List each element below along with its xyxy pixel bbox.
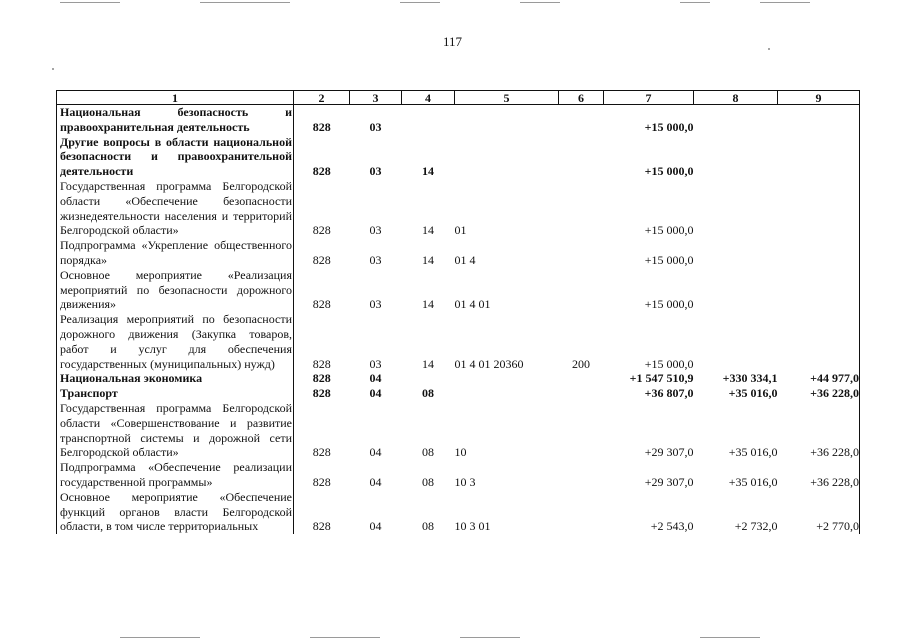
row-name-cell: Транспорт — [57, 386, 294, 401]
column-header: 5 — [455, 91, 559, 105]
cell-subsection: 14 — [422, 356, 434, 371]
scan-artifact — [760, 2, 810, 3]
table-header-row — [57, 91, 860, 105]
cell-code: 828 — [312, 386, 331, 401]
table-row — [57, 460, 860, 490]
cell-expense-type — [559, 371, 604, 386]
cell-expense-type — [559, 490, 604, 534]
scan-artifact — [400, 2, 440, 3]
cell-code: 828 — [312, 119, 331, 134]
cell-amount-col7: +15 000,0 — [644, 119, 694, 134]
row-name-cell: Государственная программа Белгородской области «Обеспечение безопасности жизнедеятельности населения и территорий Белгородской области» — [57, 179, 294, 238]
cell-section: 03 — [369, 297, 382, 312]
cell-code: 828 — [312, 519, 331, 534]
cell-amount-col9: +36 228,0 — [778, 460, 860, 490]
cell-amount-col8 — [694, 135, 778, 179]
cell-amount-col8 — [694, 312, 778, 371]
row-name-cell: Реализация мероприятий по безопасности дорожного движения (Закупка товаров, работ и услуг для обеспечения государственных (муниципальных) нужд) — [57, 312, 294, 371]
scan-artifact — [700, 637, 760, 638]
scan-artifact — [310, 637, 380, 638]
page-number: 117 — [442, 34, 463, 49]
cell-amount-col8 — [694, 238, 778, 268]
cell-target-article: 10 — [454, 445, 467, 460]
cell-subsection: 14 — [422, 223, 434, 238]
cell-amount-col8: +330 334,1 — [722, 371, 778, 386]
cell-amount-col7: +36 807,0 — [644, 386, 694, 401]
cell-amount-col7: +15 000,0 — [644, 164, 694, 179]
cell-amount-col7: +15 000,0 — [644, 252, 694, 267]
cell-subsection: 14 — [422, 297, 434, 312]
cell-subsection: 14 — [422, 164, 434, 179]
cell-target-article — [455, 135, 559, 179]
cell-amount-col8: +35 016,0 — [728, 445, 778, 460]
cell-amount-col9 — [778, 268, 860, 312]
cell-amount-col7: +29 307,0 — [644, 445, 694, 460]
row-name-cell: Подпрограмма «Укрепление общественного порядка» — [57, 238, 294, 268]
cell-section: 04 — [369, 519, 382, 534]
cell-amount-col8: +35 016,0 — [728, 386, 778, 401]
column-header: 8 — [694, 91, 778, 105]
cell-subsection — [402, 105, 455, 135]
cell-amount-col7: +2 543,0 — [650, 519, 694, 534]
cell-expense-type — [559, 105, 604, 135]
scan-artifact — [460, 637, 520, 638]
table-row — [57, 371, 860, 386]
cell-code: 828 — [312, 445, 331, 460]
column-header: 7 — [604, 91, 694, 105]
cell-target-article — [455, 105, 559, 135]
row-name-cell: Национальная безопасность и правоохранительная деятельность — [57, 105, 294, 135]
scan-artifact — [680, 2, 710, 3]
column-header: 2 — [294, 91, 350, 105]
cell-target-article: 01 4 — [454, 252, 476, 267]
cell-target-article: 01 — [454, 223, 467, 238]
table-row — [57, 179, 860, 238]
column-header: 4 — [402, 91, 455, 105]
cell-amount-col9: +36 228,0 — [778, 401, 860, 460]
table-row — [57, 312, 860, 371]
cell-expense-type — [559, 401, 604, 460]
scan-artifact — [200, 2, 290, 3]
cell-code: 828 — [312, 223, 331, 238]
cell-amount-col9 — [778, 105, 860, 135]
row-name-cell: Основное мероприятие «Обеспечение функций органов власти Белгородской области, в том числе территориальных — [57, 490, 294, 534]
cell-amount-col9 — [778, 179, 860, 238]
row-name-cell: Государственная программа Белгородской области «Совершенствование и развитие транспортной системы и дорожной сети Белгородской области» — [57, 401, 294, 460]
cell-section: 03 — [369, 356, 382, 371]
table-row — [57, 135, 860, 179]
cell-amount-col9: +44 977,0 — [778, 371, 860, 386]
table-row — [57, 238, 860, 268]
cell-code: 828 — [312, 356, 331, 371]
cell-amount-col8 — [694, 268, 778, 312]
budget-table — [56, 90, 860, 534]
cell-amount-col8 — [694, 105, 778, 135]
row-name-cell: Другие вопросы в области национальной безопасности и правоохранительной деятельности — [57, 135, 294, 179]
cell-expense-type — [559, 386, 604, 401]
cell-target-article: 01 4 01 — [454, 297, 491, 312]
row-name-cell: Национальная экономика — [57, 371, 294, 386]
cell-subsection — [402, 371, 455, 386]
cell-section: 04 — [369, 386, 382, 401]
cell-code: 828 — [312, 252, 331, 267]
cell-code: 828 — [312, 371, 331, 386]
cell-expense-type — [559, 268, 604, 312]
cell-target-article: 01 4 01 20360 — [454, 356, 524, 371]
cell-amount-col9: +36 228,0 — [778, 386, 860, 401]
cell-expense-type — [559, 238, 604, 268]
column-header: 3 — [350, 91, 402, 105]
cell-amount-col7: +15 000,0 — [644, 223, 694, 238]
scan-artifact — [60, 2, 120, 3]
cell-amount-col7: +15 000,0 — [644, 356, 694, 371]
table-row — [57, 105, 860, 135]
cell-amount-col9: +2 770,0 — [778, 490, 860, 534]
column-header: 6 — [559, 91, 604, 105]
cell-section: 04 — [369, 371, 382, 386]
cell-amount-col7: +15 000,0 — [644, 297, 694, 312]
cell-target-article — [455, 371, 559, 386]
cell-subsection: 08 — [422, 445, 434, 460]
column-header: 1 — [57, 91, 294, 105]
row-name-cell: Подпрограмма «Обеспечение реализации государственной программы» — [57, 460, 294, 490]
cell-target-article — [455, 386, 559, 401]
table-row — [57, 490, 860, 534]
cell-section: 04 — [369, 474, 382, 489]
cell-amount-col9 — [778, 135, 860, 179]
cell-target-article: 10 3 — [454, 474, 476, 489]
table-row — [57, 386, 860, 401]
cell-section: 04 — [369, 445, 382, 460]
cell-section: 03 — [369, 164, 382, 179]
scan-artifact — [120, 637, 200, 638]
cell-expense-type — [559, 460, 604, 490]
scan-artifact — [520, 2, 560, 3]
cell-expense-type: 200 — [572, 356, 590, 371]
table-row — [57, 401, 860, 460]
cell-section: 03 — [369, 223, 382, 238]
cell-amount-col9 — [778, 312, 860, 371]
row-name-cell: Основное мероприятие «Реализация мероприятий по безопасности дорожного движения» — [57, 268, 294, 312]
cell-subsection: 08 — [422, 386, 434, 401]
cell-amount-col8: +35 016,0 — [728, 474, 778, 489]
cell-section: 03 — [369, 119, 382, 134]
cell-expense-type — [559, 135, 604, 179]
cell-amount-col7: +29 307,0 — [644, 474, 694, 489]
cell-subsection: 08 — [422, 519, 434, 534]
cell-amount-col8 — [694, 179, 778, 238]
cell-amount-col9 — [778, 238, 860, 268]
cell-expense-type — [559, 179, 604, 238]
cell-target-article: 10 3 01 — [454, 519, 491, 534]
cell-subsection: 14 — [422, 252, 434, 267]
cell-amount-col8: +2 732,0 — [734, 519, 778, 534]
cell-section: 03 — [369, 252, 382, 267]
table-row — [57, 268, 860, 312]
column-header: 9 — [778, 91, 860, 105]
cell-code: 828 — [312, 164, 331, 179]
cell-amount-col7: +1 547 510,9 — [629, 371, 694, 386]
cell-subsection: 08 — [422, 474, 434, 489]
cell-code: 828 — [312, 474, 331, 489]
cell-code: 828 — [312, 297, 331, 312]
scan-speck — [52, 68, 54, 70]
